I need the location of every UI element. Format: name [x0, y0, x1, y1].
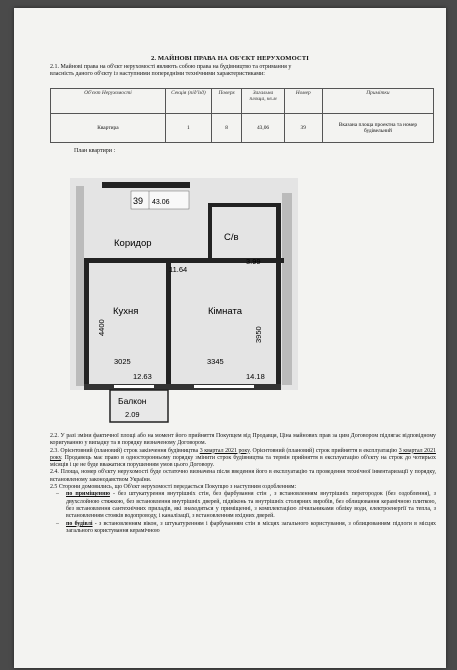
bath-top-wall [208, 203, 280, 207]
p2-3-text-a: 2.3. Орієнтовний (плановий) строк закінчення будівництва [50, 447, 199, 454]
room-right-wall [276, 203, 281, 386]
paragraph-2-5: 2.5 Сторони домовились, що Об'єкт нерухомості передається Покупцю з наступним оздобленням: [50, 484, 297, 491]
entry-wall [102, 182, 190, 188]
item-label: по приміщенню [66, 491, 110, 498]
kitchen-height: 4400 [97, 319, 106, 336]
table-header-cell: Об'єкт Нерухомості [51, 89, 166, 114]
document-page [14, 8, 446, 668]
apartment-floor-plan [14, 8, 446, 428]
contract-body [50, 433, 436, 535]
corridor-area: 11.64 [169, 265, 188, 274]
intro-line-2: власність даного об'єкту із наступними попередніми технічними характеристиками: [50, 71, 265, 78]
list-item [66, 521, 436, 536]
section-heading: 2. МАЙНОВІ ПРАВА НА ОБ'ЄКТ НЕРУХОМОСТІ [151, 55, 309, 62]
kitchen-window [114, 385, 154, 388]
finishing-list [50, 491, 436, 535]
room-label: Кімната [208, 306, 243, 317]
intro-line-1: 2.1. Майнові права на об'єкт нерухомості являють собою права на будівництво та отримання у [50, 64, 292, 70]
table-cell: Квартира [51, 114, 166, 143]
paragraph-2-4: 2.4. Площа, номер об'єкту нерухомості буде остаточно визначена після введення його в експлуатацію та проведення технічної інвентаризації у порядку, встановленому законодавством України. [50, 469, 436, 483]
table-header-cell: Поверх [211, 89, 242, 114]
paragraph-2-2: 2.2. У разі зміни фактичної площі або на момент його прийняття Покупцем від Продавця, Ціна майнових прав за цим Договором підлягає відповідному коригуванню у випадку та в порядку визначеному Договором. [50, 433, 436, 447]
table-header-cell: Примітки [322, 89, 433, 114]
right-wall [282, 193, 292, 385]
table-header-cell: Загальна площа, кв.м [242, 89, 284, 114]
apartment-number: 39 [133, 196, 144, 206]
item-text: - з встановленням вікон, з штукатуренням і фарбуванням стін в місцях загального користування, з облицюванням підлоги в місцях загального користування керамічною [66, 520, 436, 534]
partition-wall [166, 258, 171, 384]
kitchen-width: 3025 [114, 357, 131, 366]
table-cell: Вказана площа проектна та номер будівельний [322, 114, 433, 143]
list-item [66, 491, 436, 520]
balcony-area: 2.09 [125, 410, 140, 419]
kitchen-label: Кухня [113, 306, 139, 317]
room-area: 14.18 [246, 372, 265, 381]
bath-area: 3.99 [246, 257, 261, 266]
table-cell: 39 [284, 114, 322, 143]
item-text: - без штукатурення внутрішніх стін, без фарбування стін , з встановленням внутрішніх перегородок (без оздоблення), з двухслойною стяжкою, без встановлення внутрішніх дверей, підвіконь та внутрішніх столярних виробів, без облицювання керамічною плиткою, без встановлення сантехнічних приладів, які знаходяться у приміщенні, з комплектацією лічильниками обліку води, електроенергії та тепла, з встановленням стояків водопроводу, і каналізації, з встановленням вхідних дверей. [66, 491, 436, 520]
kitchen-left-wall [84, 258, 89, 388]
plan-label: План квартири : [74, 148, 116, 154]
table-header-cell: Секція (під'їзд) [165, 89, 211, 114]
apartment-area: 43.06 [152, 199, 170, 206]
plan-background [70, 178, 298, 390]
room-height: 3950 [254, 326, 263, 343]
table-cell: 43,06 [242, 114, 284, 143]
paragraph-2-3 [50, 448, 436, 470]
p2-3-deadline-construction: 3 квартал 2021 року [199, 447, 250, 454]
item-label: по будівлі [66, 520, 93, 527]
bath-left-wall [208, 203, 212, 261]
room-width: 3345 [207, 357, 224, 366]
kitchen-area: 12.63 [133, 372, 152, 381]
corridor-label: Коридор [114, 238, 152, 249]
p2-3-deadline-commissioning: 3 квартал 2021 року [50, 447, 436, 461]
table-header-cell: Номер [284, 89, 322, 114]
room-window [194, 385, 254, 388]
p2-3-text-c: . Продавець має право в односторонньому порядку змінити строк будівництва та термін прийняття в експлуатацію об'єкту на строк до чотирьох місяців і це не буде вважатися порушенням умов цього Договору. [50, 454, 436, 469]
table-cell: 8 [211, 114, 242, 143]
p2-3-text-b: . Орієнтовний (плановий) строк прийняття в експлуатацію [249, 447, 398, 454]
table-cell: 1 [165, 114, 211, 143]
left-wall [76, 186, 84, 386]
bath-label: С/в [224, 232, 239, 243]
balcony-label: Балкон [118, 396, 147, 406]
